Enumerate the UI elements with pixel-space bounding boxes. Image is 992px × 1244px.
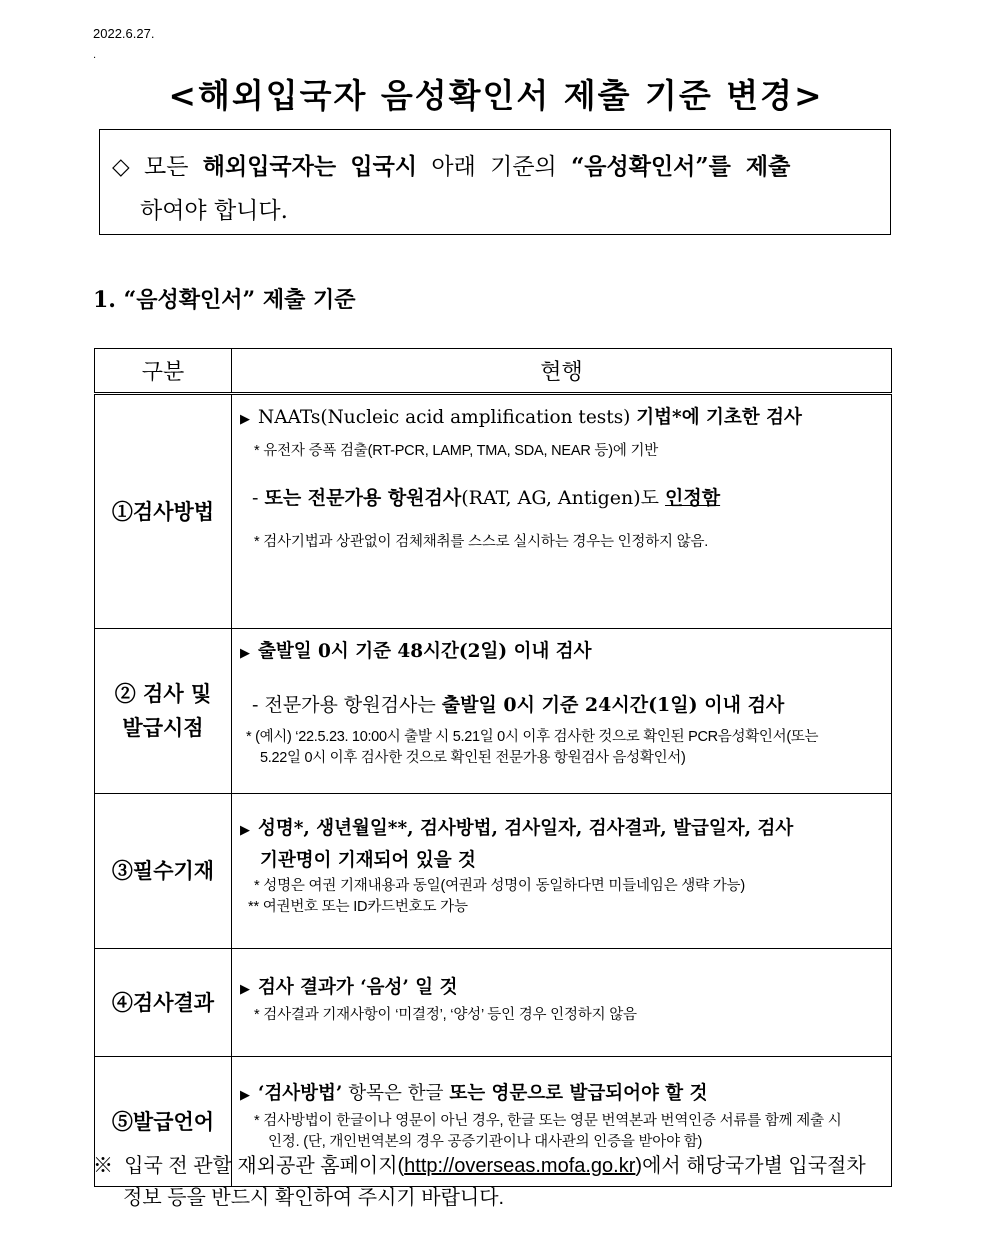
language-plain: 항목은 한글 (342, 1083, 450, 1104)
result-bullet (240, 973, 883, 1005)
required-line-2: 기관명이 기재되어 있을 것 (260, 850, 476, 871)
timing-label-2: 발급시점 (122, 715, 204, 740)
row-label-timing (95, 629, 232, 794)
document-title: <해외입국자 음성확인서 제출 기준 변경> (168, 76, 824, 115)
footer-text-1: 입국 전 관할 재외공관 홈페이지( (124, 1155, 405, 1177)
timing-label-1: ② 검사 및 (114, 681, 212, 706)
row-label-required: ③필수기재 (95, 794, 232, 949)
reference-mark-icon: ※ (93, 1155, 113, 1177)
method-note-1: * 유전자 증폭 검출(RT-PCR, LAMP, TMA, SDA, NEAR 등)에 기반 (254, 443, 659, 459)
method-rat (252, 482, 883, 514)
notice-text-3: 입국시 (350, 153, 418, 180)
footer-line-1 (93, 1150, 899, 1182)
notice-box (99, 129, 891, 235)
timing-rat (252, 689, 883, 721)
timing-note-1: * (예시) ‘22.5.23. 10:00시 출발 시 5.21일 0시 이후 검사한 것으로 확인된 PCR음성확인서(또는 (246, 729, 819, 745)
footer-note (93, 1150, 899, 1214)
notice-line-1 (112, 148, 790, 181)
triangle-icon: ▶ (240, 1088, 250, 1103)
language-english: 또는 영문으로 발급되어야 할 것 (449, 1083, 708, 1104)
footer-line-2: 정보 등을 반드시 확인하여 주시기 바랍니다. (123, 1187, 505, 1209)
notice-text-4: 아래 기준의 (431, 154, 557, 180)
table-row (95, 794, 892, 949)
required-bullet (240, 814, 883, 846)
row-content-result (232, 949, 892, 1057)
header-category: 구분 (95, 349, 232, 394)
language-method: ‘검사방법’ (258, 1083, 343, 1104)
language-note-1: * 검사방법이 한글이나 영문이 아닌 경우, 한글 또는 영문 번역본과 번역인증 서류를 함께 제출 시 (254, 1113, 842, 1129)
method-naats: NAATs(Nucleic acid amplification tests) (258, 407, 631, 428)
method-rat-bold: 또는 전문가용 항원검사 (264, 487, 462, 509)
dot-mark: . (93, 50, 97, 61)
diamond-icon: ◇ (112, 154, 130, 180)
criteria-table (94, 348, 892, 1187)
notice-text-5: “음성확인서”를 제출 (571, 153, 791, 180)
triangle-icon: ▶ (240, 646, 250, 661)
notice-text-1: 모든 (144, 154, 189, 180)
section-title: 1. “음성확인서” 제출 기준 (93, 287, 356, 313)
method-rat-prefix: - (252, 487, 265, 509)
triangle-icon: ▶ (240, 982, 250, 997)
table-row (95, 394, 892, 629)
timing-48h: 출발일 0시 기준 48시간(2일) 이내 검사 (258, 641, 592, 662)
required-note-2: ** 여권번호 또는 ID카드번호도 가능 (248, 899, 468, 915)
mofa-link[interactable]: http://overseas.mofa.go.kr (404, 1155, 636, 1177)
method-bullet (240, 403, 883, 435)
header-current: 현행 (232, 349, 892, 394)
required-line-1: 성명*, 생년월일**, 검사방법, 검사일자, 검사결과, 발급일자, 검사 (258, 818, 794, 839)
timing-note-2: 5.22일 0시 이후 검사한 것으로 확인된 전문가용 항원검사 음성확인서) (260, 750, 686, 766)
timing-rat-bold: 출발일 0시 기준 24시간(1일) 이내 검사 (441, 694, 785, 716)
triangle-icon: ▶ (240, 412, 250, 427)
required-note-1: * 성명은 여권 기재내용과 동일(여권과 성명이 동일하다면 미들네임은 생략 가능) (254, 878, 745, 894)
timing-rat-plain: - 전문가용 항원검사는 (252, 694, 442, 716)
table-row (95, 629, 892, 794)
method-rat-accepted: 인정함 (665, 487, 721, 509)
timing-bullet (240, 637, 883, 669)
table-row (95, 949, 892, 1057)
result-note: * 검사결과 기재사항이 ‘미결정’, ‘양성’ 등인 경우 인정하지 않음 (254, 1007, 637, 1023)
row-label-method: ①검사방법 (95, 394, 232, 629)
method-note-2: * 검사기법과 상관없이 검체채취를 스스로 실시하는 경우는 인정하지 않음. (254, 534, 709, 550)
language-note-2: 인정. (단, 개인번역본의 경우 공증기관이나 대사관의 인증을 받아야 함) (268, 1134, 703, 1150)
document-date: 2022.6.27. (93, 26, 155, 41)
row-label-language: ⑤발급언어 (95, 1057, 232, 1187)
notice-text-2: 해외입국자는 (202, 153, 337, 180)
notice-line-2: 하여야 합니다. (140, 198, 288, 224)
method-rat-mid: (RAT, AG, Antigen)도 (461, 487, 666, 509)
method-basis: 기법*에 기초한 검사 (636, 407, 802, 428)
row-label-result: ④검사결과 (95, 949, 232, 1057)
row-content-required (232, 794, 892, 949)
result-negative: 검사 결과가 ‘음성’ 일 것 (258, 977, 458, 998)
triangle-icon: ▶ (240, 823, 250, 838)
language-bullet (240, 1079, 883, 1111)
row-content-method (232, 394, 892, 629)
table-header-row (95, 349, 892, 394)
row-content-timing (232, 629, 892, 794)
footer-text-2: )에서 해당국가별 입국절차 (635, 1155, 866, 1177)
